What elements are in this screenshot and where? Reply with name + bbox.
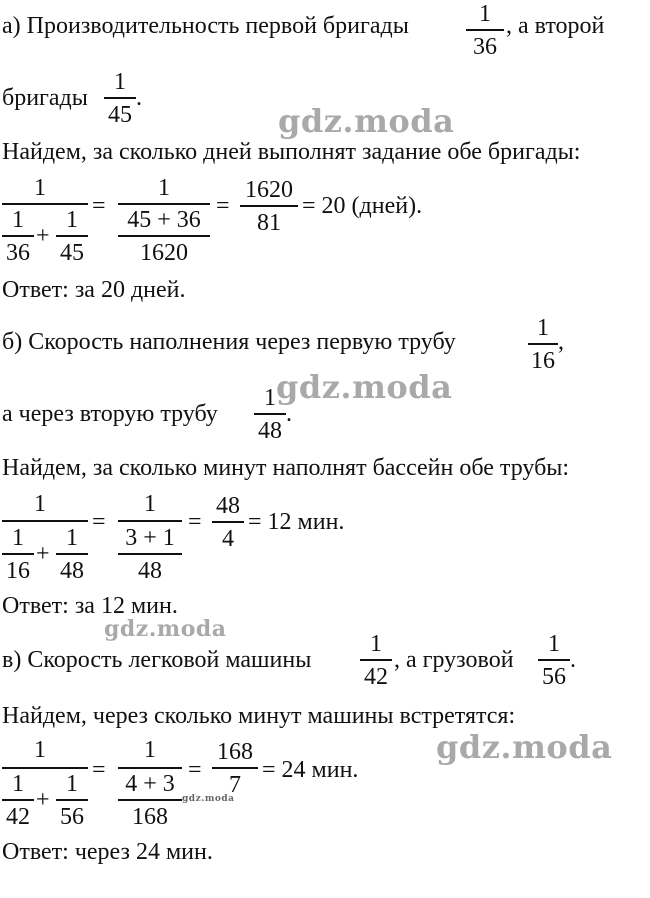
part-c-fraction-first: 1 42 — [360, 630, 392, 691]
part-c-eq-small2: 1 56 — [56, 770, 88, 831]
part-b-eq-small1: 1 16 — [2, 524, 34, 585]
part-a-find: Найдем, за сколько дней выполнят задание обе бригады: — [2, 139, 581, 165]
part-a-eq-result: = 20 (дней). — [302, 193, 423, 219]
part-a-eq-equals1: = — [92, 193, 106, 219]
part-b-eq-big-num: 1 — [34, 491, 46, 517]
part-a-eq-small2: 1 45 — [56, 206, 88, 267]
part-a-line1-tail: , а второй — [506, 13, 605, 39]
part-b-fraction-first: 1 16 — [528, 314, 558, 375]
part-b-eq-mid-bar-wrap — [118, 520, 182, 522]
watermark-logo: gdz.moda — [104, 616, 227, 642]
part-b-eq-plus: + — [36, 541, 50, 567]
part-a-eq-big-num: 1 — [34, 175, 46, 201]
part-a-eq-mid-bar — [118, 203, 210, 205]
part-b-eq-equals2: = — [188, 509, 202, 535]
part-b-line2: а через вторую трубу — [2, 401, 218, 427]
part-a-eq-fraction3: 1620 81 — [240, 176, 298, 237]
part-c-eq-big-bar-wrap — [2, 767, 88, 769]
part-c-fraction-second: 1 56 — [538, 630, 570, 691]
part-a-eq-plus: + — [36, 223, 50, 249]
part-a-fraction-second: 1 45 — [104, 68, 136, 129]
watermark-logo: gdz.moda — [436, 728, 613, 766]
part-a-eq-small1: 1 36 — [2, 206, 34, 267]
part-c-eq-big-num: 1 — [34, 737, 46, 763]
part-c-find: Найдем, через сколько минут машины встретятся: — [2, 703, 516, 729]
part-c-eq-plus: + — [36, 787, 50, 813]
part-c-eq-result: = 24 мин. — [262, 757, 359, 783]
part-b-eq-small2: 1 48 — [56, 524, 88, 585]
watermark-logo: gdz.moda — [278, 102, 455, 140]
part-a-eq-equals2: = — [216, 193, 230, 219]
part-a-line2-tail: . — [136, 85, 142, 111]
part-b-eq-fraction3: 48 4 — [212, 492, 244, 553]
part-a-eq-mid-num: 1 — [158, 175, 170, 201]
part-a-line2: бригады — [2, 85, 88, 111]
part-a-line1: а) Производительность первой бригады — [2, 13, 409, 39]
part-b-eq-mid-num: 1 — [144, 491, 156, 517]
part-b-line1-tail: , — [558, 329, 564, 355]
part-b-eq-big-bar-wrap — [2, 520, 88, 522]
part-b-eq-mid-den: 3 + 1 48 — [118, 524, 182, 585]
part-c-line1-mid: , а грузовой — [394, 647, 514, 673]
part-b-eq-result: = 12 мин. — [248, 509, 345, 535]
part-a-answer: Ответ: за 20 дней. — [2, 277, 186, 303]
part-a-eq-mid-den: 45 + 36 1620 — [118, 206, 210, 267]
part-c-eq-mid-bar-wrap — [118, 767, 182, 769]
part-c-eq-equals1: = — [92, 757, 106, 783]
part-c-answer: Ответ: через 24 мин. — [2, 839, 213, 865]
part-c-line1: в) Скорость легковой машины — [2, 647, 312, 673]
part-c-eq-mid-den: 4 + 3 168 — [118, 770, 182, 831]
part-b-fraction-second: 1 48 — [254, 384, 286, 445]
part-c-eq-mid-num: 1 — [144, 737, 156, 763]
watermark-logo: gdz.moda — [182, 794, 235, 804]
part-b-find: Найдем, за сколько минут наполнят бассейн обе трубы: — [2, 455, 570, 481]
part-a-fraction-first: 1 36 — [466, 0, 504, 61]
part-c-line1-tail: . — [570, 647, 576, 673]
part-c-eq-equals2: = — [188, 757, 202, 783]
part-b-answer: Ответ: за 12 мин. — [2, 593, 178, 619]
part-b-line1: б) Скорость наполнения через первую трубу — [2, 329, 456, 355]
part-a-eq-big-bar — [2, 203, 88, 205]
watermark-logo: gdz.moda — [276, 368, 453, 406]
part-b-eq-equals1: = — [92, 509, 106, 535]
part-c-eq-small1: 1 42 — [2, 770, 34, 831]
part-b-line2-tail: . — [286, 401, 292, 427]
part-c-eq-fraction3: 168 7 — [212, 738, 258, 799]
